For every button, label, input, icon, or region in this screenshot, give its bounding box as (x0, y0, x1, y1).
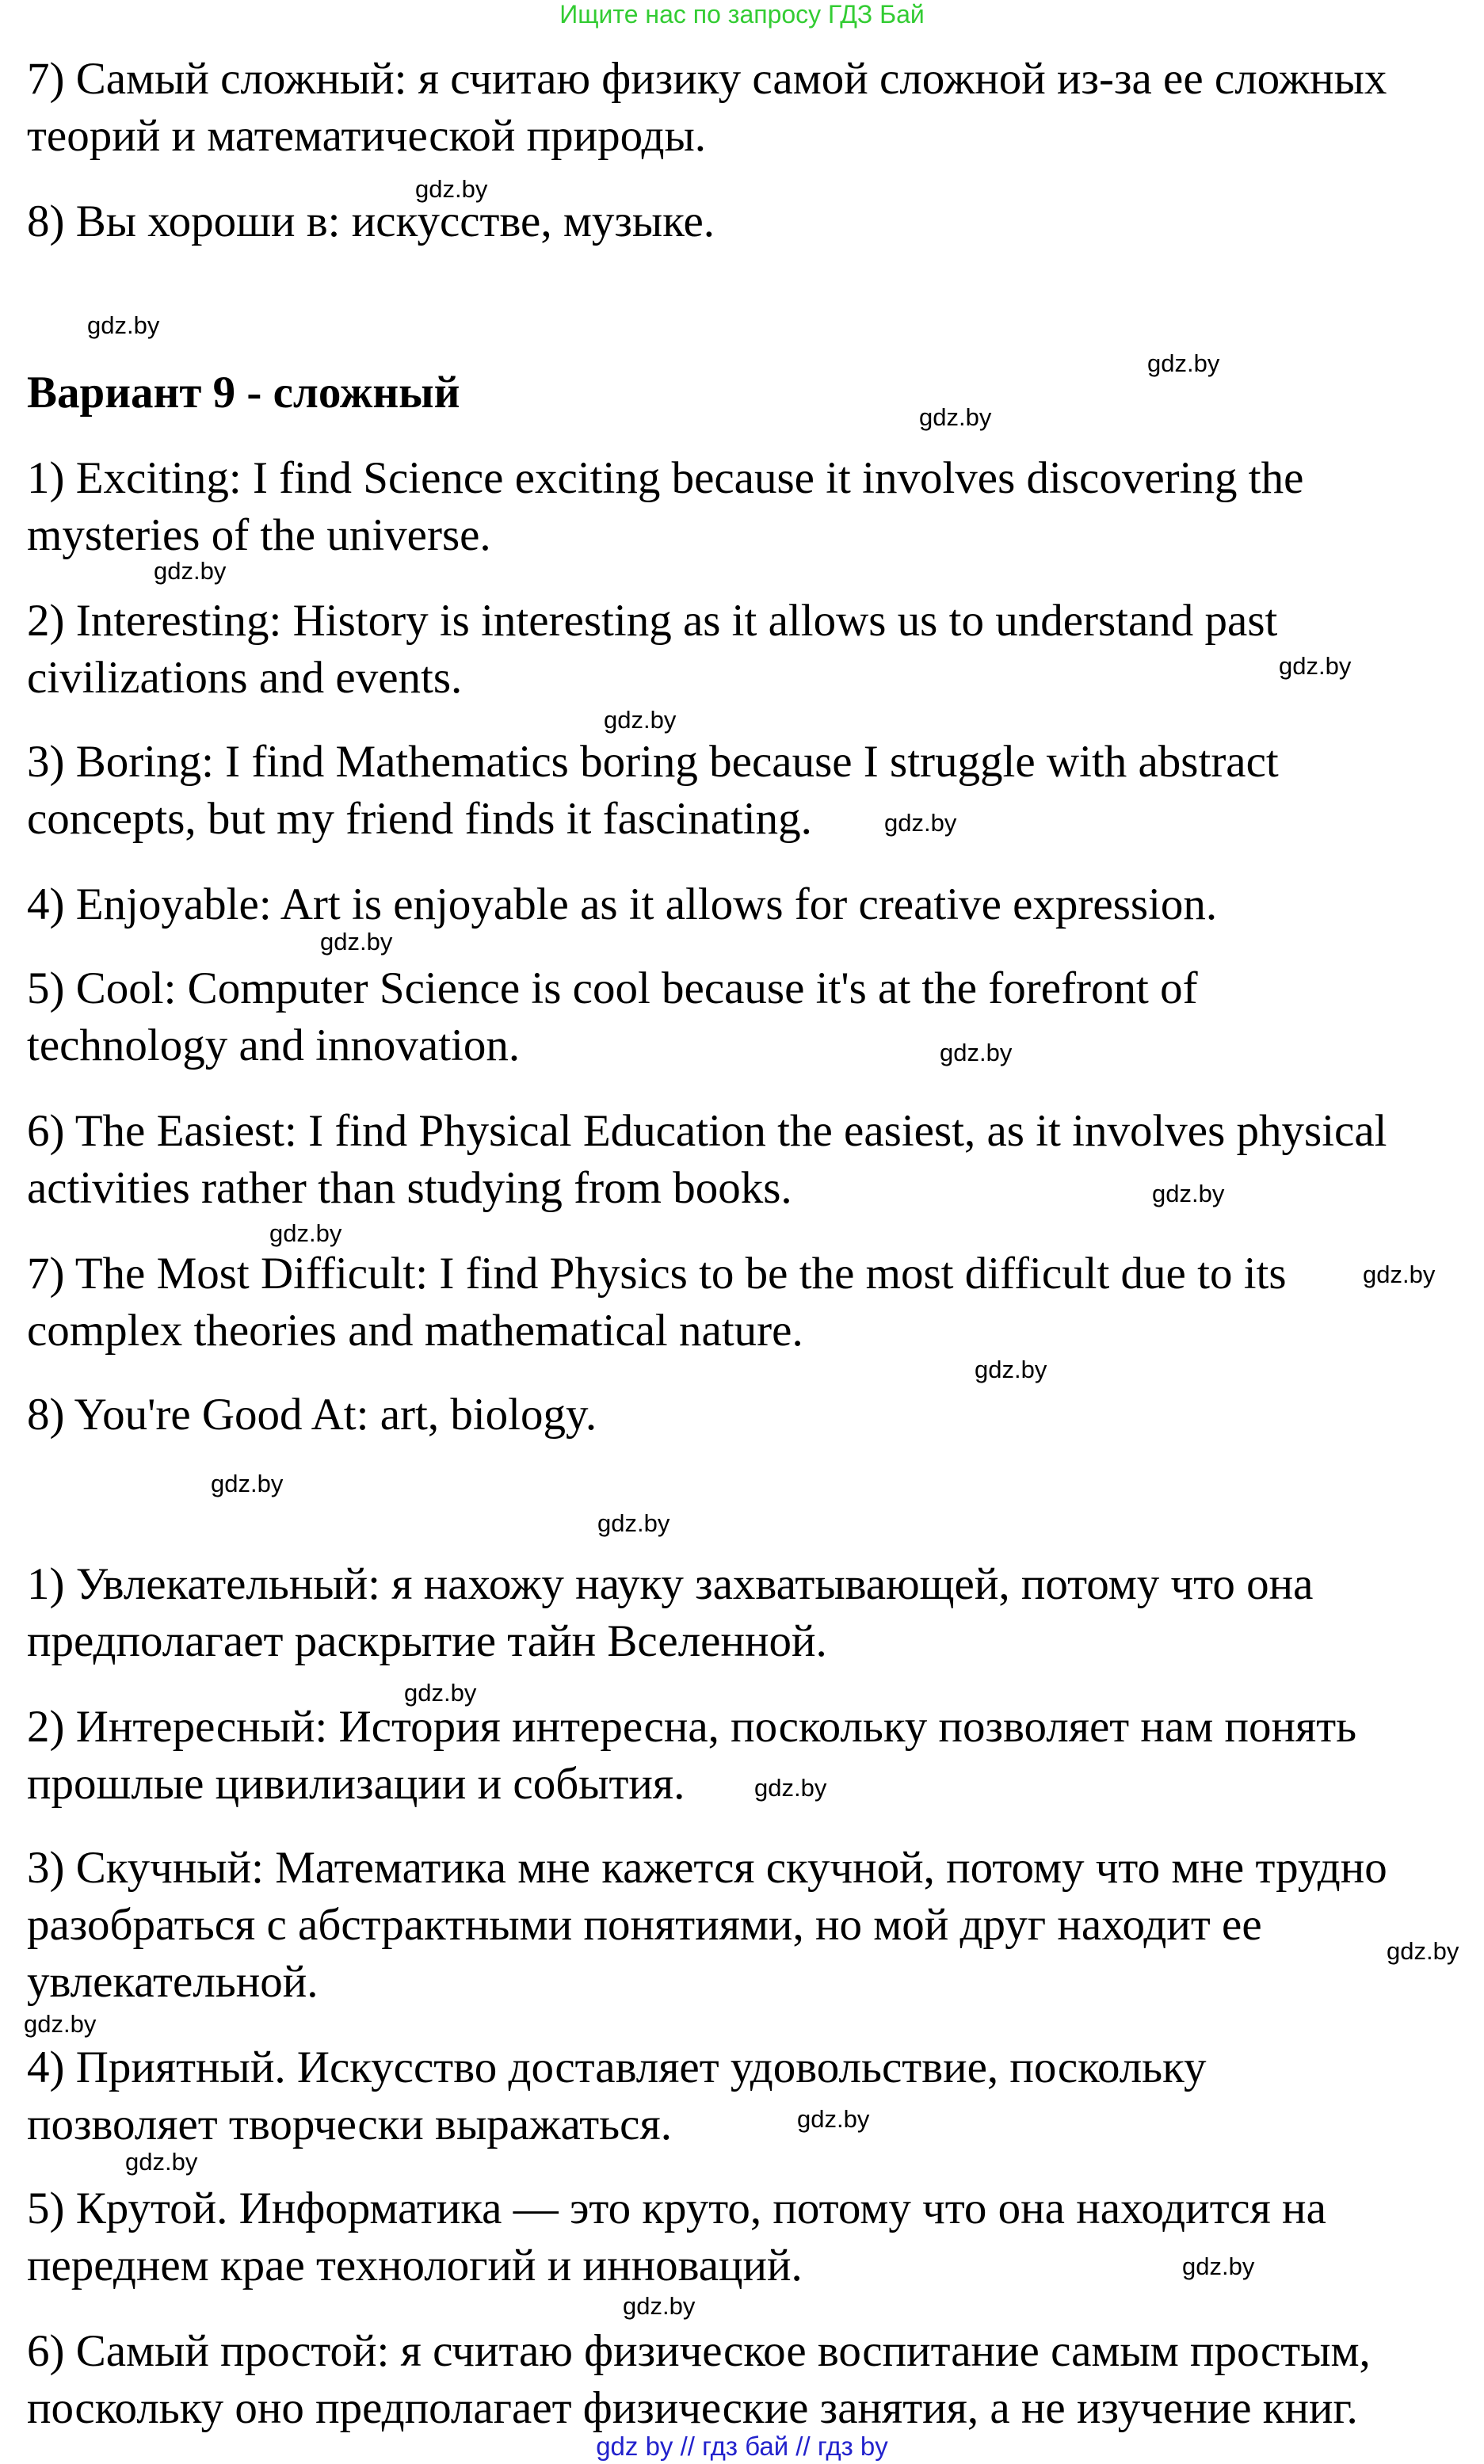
paragraph-line: 1) Увлекательный: я нахожу науку захватывающей, потому что она (27, 1559, 1314, 1609)
paragraph-en-8 (27, 1386, 1453, 1444)
paragraph-line: 7) The Most Difficult: I find Physics to be the most difficult due to its (27, 1249, 1287, 1299)
watermark: gdz.by (1363, 1261, 1436, 1288)
paragraph-ru2-4 (27, 2039, 1453, 2153)
watermark: gdz.by (797, 2105, 870, 2133)
paragraph-line: 1) Exciting: I find Science exciting because it involves discovering the (27, 453, 1304, 503)
paragraph-line: 3) Скучный: Математика мне кажется скучной, потому что мне трудно (27, 1843, 1387, 1893)
paragraph-line: прошлые цивилизации и события. (27, 1759, 685, 1809)
watermark: gdz.by (597, 1509, 670, 1537)
watermark: gdz.by (154, 557, 227, 585)
paragraph-line: concepts, but my friend finds it fascinating. (27, 794, 812, 844)
paragraph-line: civilizations and events. (27, 653, 463, 703)
paragraph-line: 7) Самый сложный: я считаю физику самой сложной из-за ее сложных (27, 54, 1387, 104)
paragraph-line: mysteries of the universe. (27, 510, 491, 560)
paragraph-line: разобраться с абстрактными понятиями, но мой друг находит ее (27, 1900, 1262, 1950)
paragraph-ru2-6 (27, 2323, 1453, 2437)
paragraph-line: 5) Cool: Computer Science is cool because it's at the forefront of (27, 963, 1198, 1013)
paragraph-line: 2) Interesting: History is interesting as it allows us to understand past (27, 596, 1278, 646)
paragraph-ru1-7 (27, 51, 1453, 165)
paragraph-line: 8) Вы хороши в: искусстве, музыке. (27, 196, 715, 246)
paragraph-line: 5) Крутой. Информатика — это круто, потому что она находится на (27, 2184, 1326, 2233)
variant-heading: Вариант 9 - сложный (27, 368, 460, 418)
watermark: gdz.by (604, 706, 677, 734)
paragraph-en-1 (27, 450, 1453, 564)
watermark: gdz.by (269, 1219, 342, 1247)
watermark: gdz.by (1387, 1937, 1459, 1965)
paragraph-ru2-1 (27, 1556, 1453, 1670)
paragraph-en-2 (27, 593, 1453, 707)
paragraph-line: 8) You're Good At: art, biology. (27, 1390, 597, 1440)
watermark: gdz.by (884, 809, 957, 837)
paragraph-line: поскольку оно предполагает физические занятия, а не изучение книг. (27, 2383, 1358, 2433)
paragraph-line: позволяет творчески выражаться. (27, 2100, 672, 2149)
watermark: gdz.by (1182, 2252, 1255, 2280)
watermark: gdz.by (623, 2292, 696, 2320)
watermark: gdz.by (415, 175, 488, 203)
paragraph-ru2-3 (27, 1840, 1453, 2011)
paragraph-line: 2) Интересный: История интересна, поскольку позволяет нам понять (27, 1702, 1357, 1752)
watermark: gdz.by (1152, 1180, 1225, 1207)
paragraph-line: complex theories and mathematical nature. (27, 1306, 803, 1356)
paragraph-line: предполагает раскрытие тайн Вселенной. (27, 1616, 827, 1666)
watermark: gdz.by (24, 2010, 97, 2038)
watermark: gdz.by (1279, 652, 1352, 680)
watermark: gdz.by (919, 403, 992, 431)
watermark: gdz.by (754, 1774, 827, 1802)
footer: gdz by // гдз бай // гдз by (596, 2432, 888, 2461)
paragraph-line: 6) The Easiest: I find Physical Education the easiest, as it involves physical (27, 1106, 1387, 1156)
paragraph-en-7 (27, 1245, 1453, 1360)
watermark: gdz.by (211, 1470, 284, 1497)
watermark: gdz.by (404, 1679, 477, 1707)
paragraph-line: activities rather than studying from books. (27, 1163, 792, 1213)
paragraph-line: 3) Boring: I find Mathematics boring because I struggle with abstract (27, 737, 1279, 787)
paragraph-line: 6) Самый простой: я считаю физическое воспитание самым простым, (27, 2326, 1371, 2376)
paragraph-line: переднем крае технологий и инноваций. (27, 2241, 803, 2290)
watermark: gdz.by (320, 928, 393, 955)
paragraph-line: 4) Приятный. Искусство доставляет удовольствие, поскольку (27, 2043, 1207, 2092)
paragraph-en-3 (27, 734, 1453, 848)
watermark: gdz.by (87, 311, 160, 339)
paragraph-en-6 (27, 1103, 1453, 1217)
paragraph-line: 4) Enjoyable: Art is enjoyable as it allows for creative expression. (27, 879, 1218, 929)
paragraph-ru2-2 (27, 1699, 1453, 1813)
paragraph-line: увлекательной. (27, 1957, 319, 2007)
paragraph-en-4 (27, 876, 1453, 933)
paragraph-line: теорий и математической природы. (27, 111, 707, 161)
watermark: gdz.by (940, 1039, 1013, 1066)
top-banner: Ищите нас по запросу ГДЗ Бай (559, 0, 925, 29)
watermark: gdz.by (125, 2148, 198, 2176)
watermark: gdz.by (975, 1356, 1047, 1383)
paragraph-line: technology and innovation. (27, 1020, 521, 1070)
paragraph-en-5 (27, 960, 1453, 1074)
watermark: gdz.by (1147, 349, 1220, 377)
paragraph-ru1-8 (27, 193, 1453, 250)
